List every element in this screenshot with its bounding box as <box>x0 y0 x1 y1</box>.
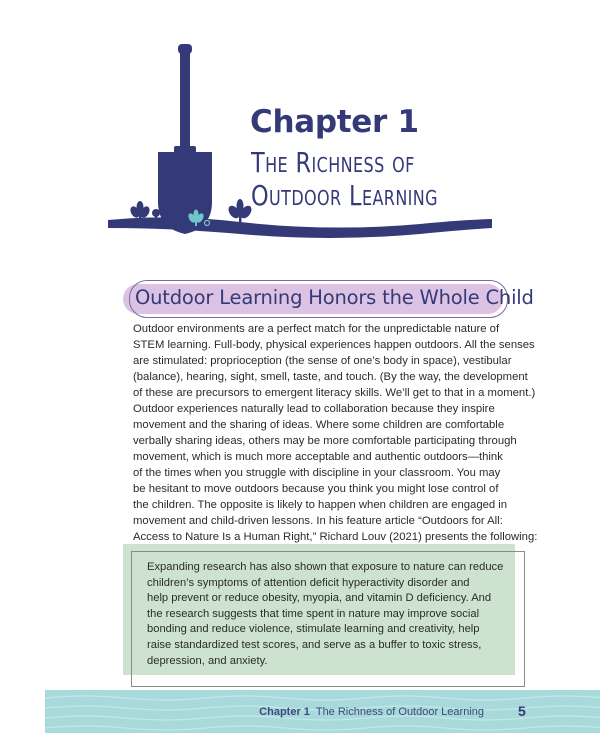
section-heading-text: Outdoor Learning Honors the Whole Child <box>135 286 534 309</box>
body-line: movement, which is much more acceptable and authentic outdoors—think <box>133 451 503 463</box>
quote-line: the research suggests that time spent in nature may improve social <box>147 607 480 620</box>
block-quote <box>123 544 525 688</box>
body-line: are stimulated: proprioception (the sense of one’s body in space), vestibular <box>133 355 512 367</box>
section-heading <box>123 280 534 314</box>
body-line: Outdoor experiences naturally lead to collaboration because they inspire <box>133 403 495 415</box>
quote-line: children’s symptoms of attention deficit hyperactivity disorder and <box>147 576 470 589</box>
body-line: Outdoor environments are a perfect match for the unpredictable nature of <box>133 323 500 335</box>
footer-chapter: Chapter 1 <box>259 706 310 718</box>
running-footer <box>259 706 484 718</box>
body-line: movement and child-driven lessons. In his feature article “Outdoors for All: <box>133 515 503 527</box>
body-line: be hesitant to move outdoors because you think you might lose control of <box>133 483 499 495</box>
body-line: of these are precursors to emergent literacy skills. We’ll get to that in a moment.) <box>133 387 536 399</box>
chapter-title-line-2: Outdoor Learning <box>251 179 438 212</box>
body-line: verbally sharing ideas, others may be more comfortable participating through <box>133 435 517 447</box>
quote-line: depression, and anxiety. <box>147 654 268 667</box>
quote-line: raise standardized test scores, and serve as a buffer to toxic stress, <box>147 638 482 651</box>
body-line: the children. The opposite is likely to happen when children are engaged in <box>133 499 508 511</box>
block-quote-text <box>147 560 507 669</box>
body-line: (balance), hearing, sight, smell, taste, and touch. (By the way, the development <box>133 371 528 383</box>
footer-title: The Richness of Outdoor Learning <box>315 706 484 718</box>
chapter-title-line-1: The Richness of <box>251 146 415 179</box>
body-line: STEM learning. Full-body, physical experiences happen outdoors. All the senses <box>133 339 535 351</box>
body-line: movement and the sharing of ideas. Where some children are comfortable <box>133 419 505 431</box>
chapter-title <box>251 146 438 212</box>
ground-wave-icon <box>108 217 492 238</box>
shovel-icon <box>158 44 212 234</box>
chapter-label: Chapter 1 <box>250 104 419 140</box>
quote-line: Expanding research has also shown that exposure to nature can reduce <box>147 561 504 573</box>
body-line: Access to Nature Is a Human Right,” Richard Louv (2021) presents the following: <box>133 531 538 543</box>
quote-line: help prevent or reduce obesity, myopia, and vitamin D deficiency. And <box>147 592 492 605</box>
body-line: of the times when you struggle with discipline in your classroom. You may <box>133 467 501 479</box>
quote-line: bonding and reduce violence, stimulate learning and creativity, help <box>147 623 480 636</box>
body-paragraph <box>133 321 538 545</box>
page-number: 5 <box>518 703 526 719</box>
